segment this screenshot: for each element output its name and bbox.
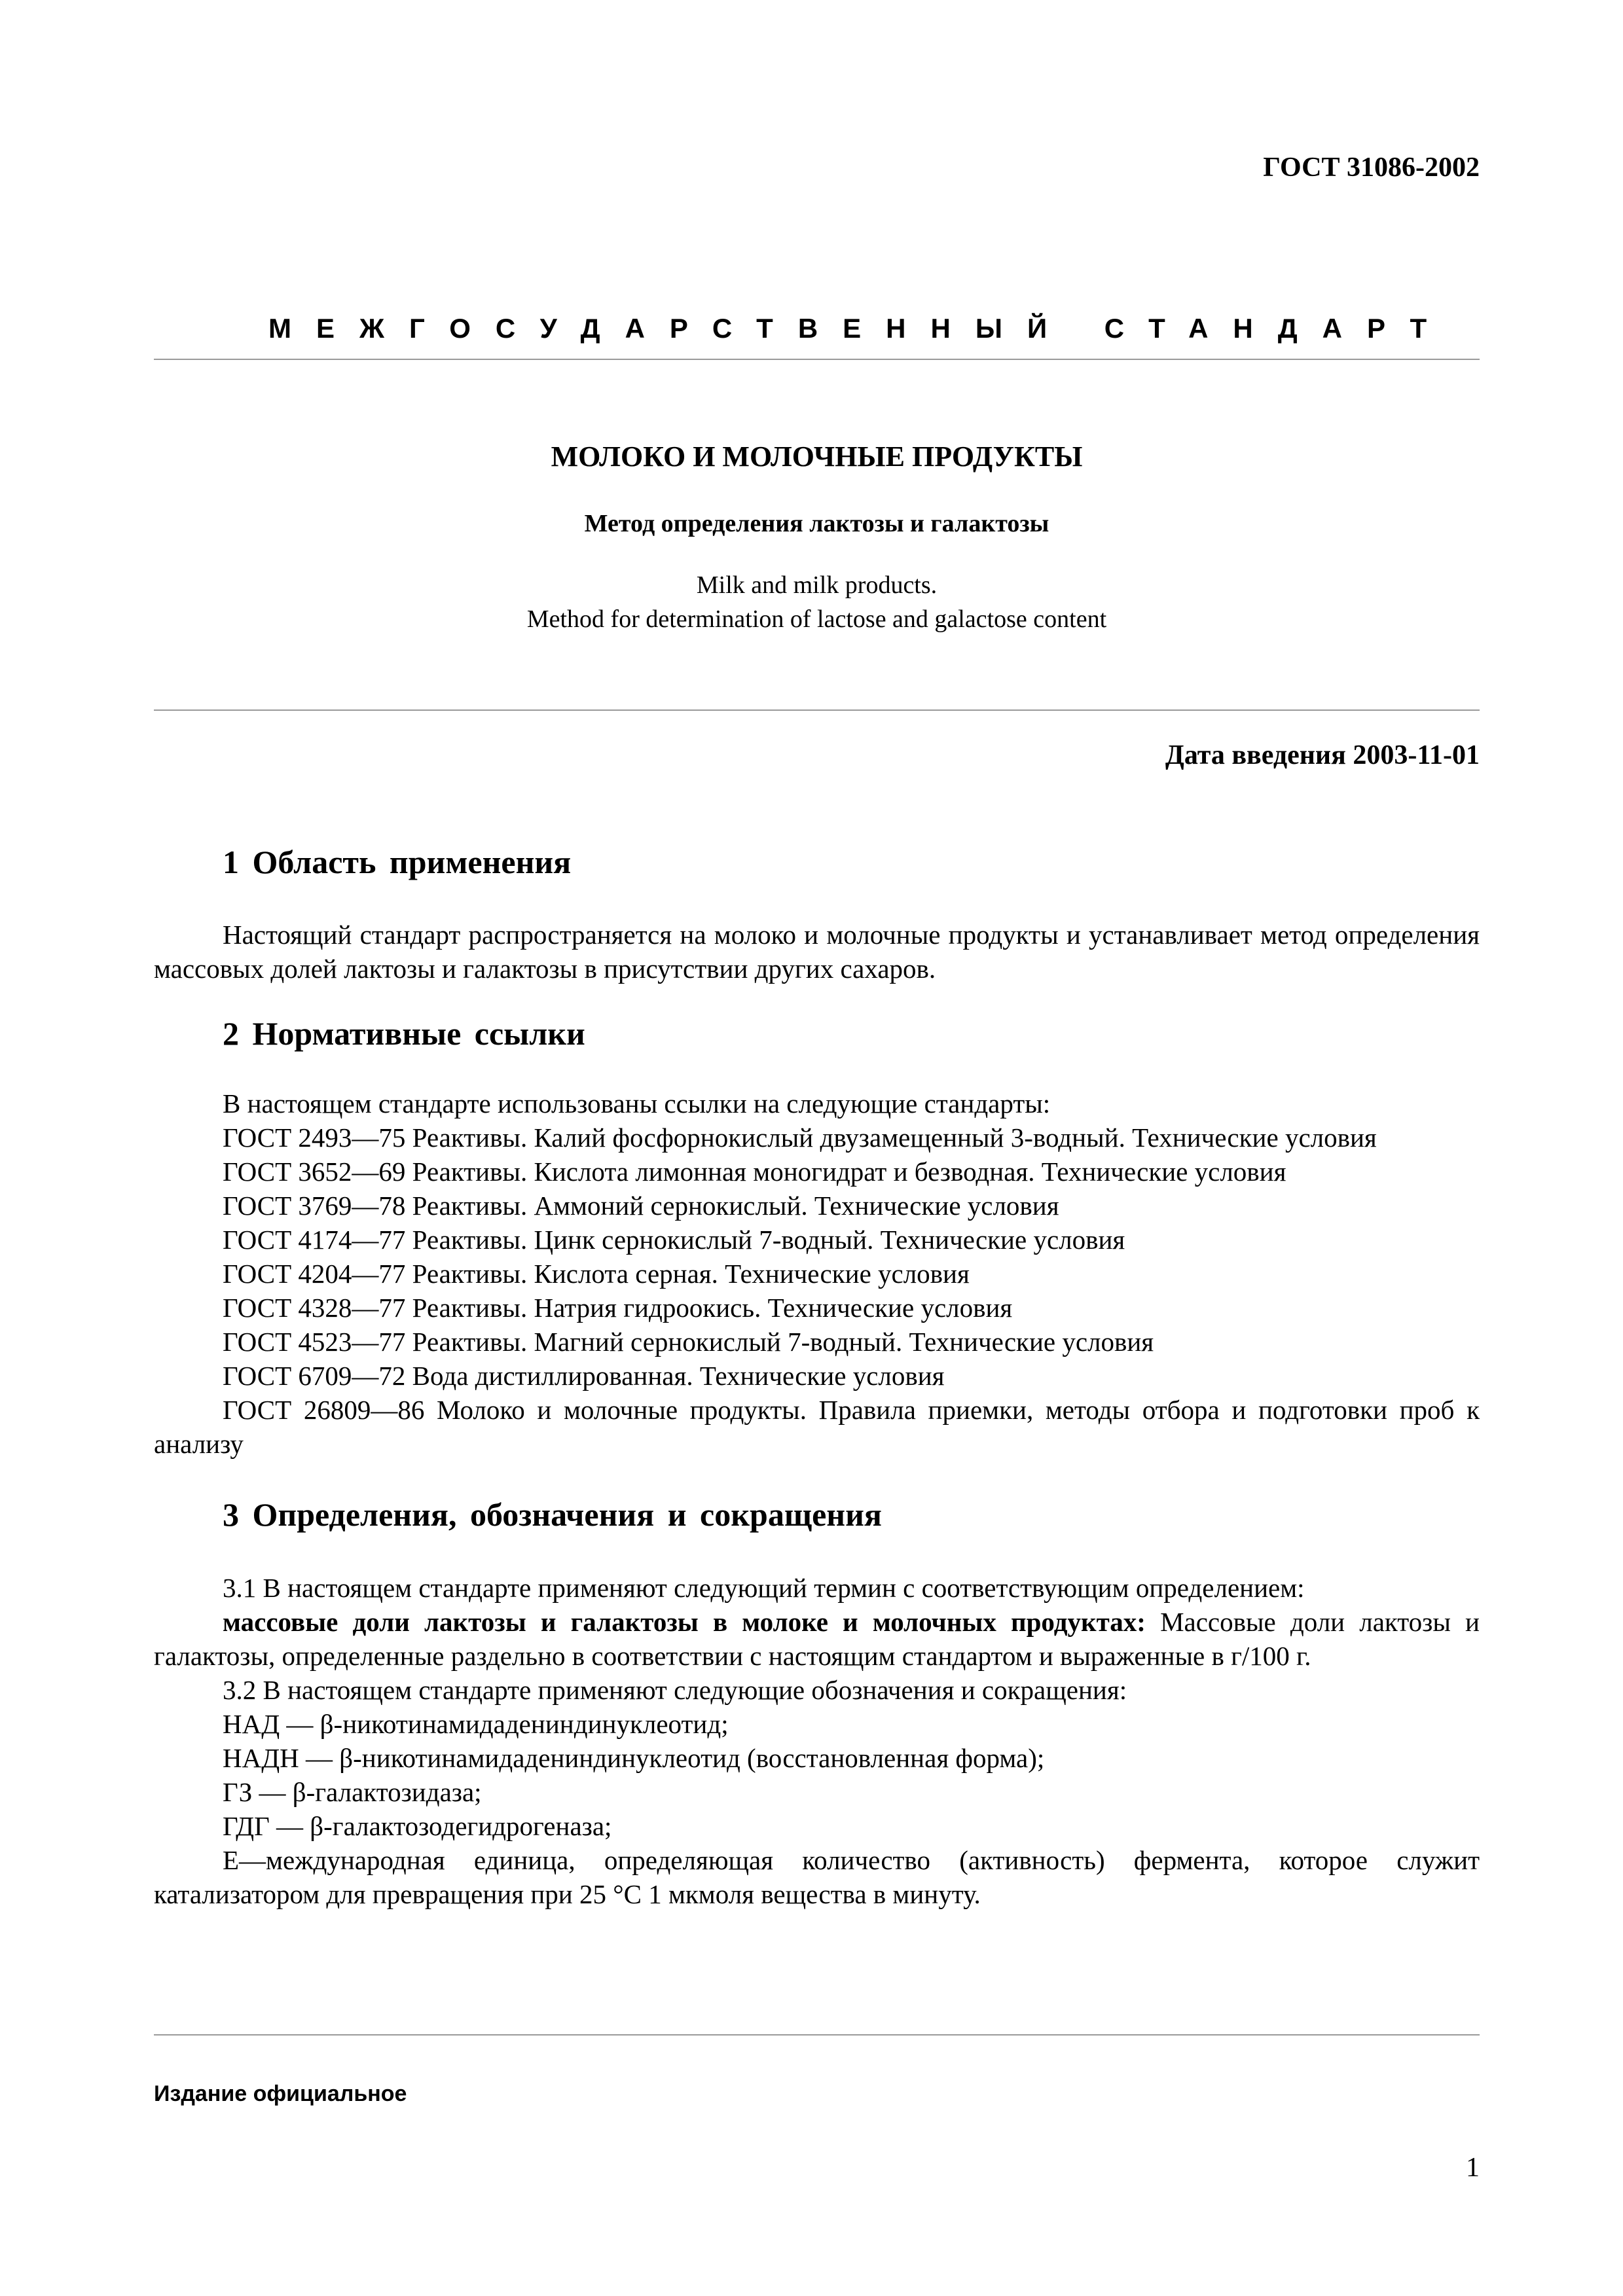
abbreviation-item: НАДН — β-никотинамидадениндинуклеотид (восстановленная форма);: [223, 1743, 1045, 1773]
reference-item: ГОСТ 4328—77 Реактивы. Натрия гидроокись. Технические условия: [223, 1293, 1013, 1323]
reference-item: ГОСТ 3652—69 Реактивы. Кислота лимонная моногидрат и безводная. Технические условия: [223, 1157, 1286, 1187]
abbreviation-item: ГЗ — β-галактозидаза;: [223, 1777, 482, 1807]
abbreviation-item: Е—международная единица, определяющая количество (активность) фермента, которое служит катализатором для превращения при 25 °С 1 мкмоля вещества в минуту.: [154, 1845, 1480, 1909]
title-divider: [154, 709, 1480, 711]
reference-item: ГОСТ 26809—86 Молоко и молочные продукты. Правила приемки, методы отбора и подготовки проб к анализу: [154, 1395, 1480, 1459]
introduction-date: Дата введения 2003-11-01: [1165, 740, 1480, 770]
reference-item: ГОСТ 3769—78 Реактивы. Аммоний сернокислый. Технические условия: [223, 1191, 1059, 1221]
section-3-heading: 3 Определения, обозначения и сокращения: [223, 1496, 882, 1533]
english-title-line-2: Method for determination of lactose and galactose content: [526, 605, 1107, 633]
section-3-body: [154, 1571, 1480, 1911]
official-edition-label: Издание официальное: [154, 2081, 407, 2106]
header-divider: [154, 359, 1480, 360]
clause-3-1: 3.1 В настоящем стандарте применяют следующий термин с соответствующим определением:: [223, 1573, 1305, 1603]
section-1-heading: 1 Область применения: [223, 844, 572, 880]
term-definition: [154, 1605, 1480, 1673]
section-2-heading: 2 Нормативные ссылки: [223, 1015, 585, 1052]
reference-item: ГОСТ 2493—75 Реактивы. Калий фосфорнокислый двузамещенный 3-водный. Технические условия: [223, 1122, 1377, 1153]
term-definition-text: Массовые доли лактозы и галактозы, определенные раздельно в соответствии с настоящим стандартом и выраженные в г/100 г.: [154, 1607, 1480, 1671]
reference-item: ГОСТ 6709—72 Вода дистиллированная. Технические условия: [223, 1361, 945, 1391]
section-1-text: Настоящий стандарт распространяется на молоко и молочные продукты и устанавливает метод определения массовых долей лактозы и галактозы в присутствии других сахаров.: [154, 920, 1480, 984]
clause-3-2: 3.2 В настоящем стандарте применяют следующие обозначения и сокращения:: [223, 1675, 1127, 1705]
document-subtitle: Метод определения лактозы и галактозы: [584, 510, 1049, 537]
reference-item: ГОСТ 4174—77 Реактивы. Цинк сернокислый 7-водный. Технические условия: [223, 1225, 1125, 1255]
reference-item: ГОСТ 4523—77 Реактивы. Магний сернокислый 7-водный. Технические условия: [223, 1327, 1154, 1357]
gost-number: ГОСТ 31086-2002: [1263, 152, 1480, 183]
english-title: [154, 568, 1480, 636]
abbreviation-item: НАД — β-никотинамидадениндинуклеотид;: [223, 1709, 729, 1739]
english-title-line-1: Milk and milk products.: [696, 571, 938, 599]
page-number: 1: [1466, 2153, 1480, 2183]
abbreviation-item: ГДГ — β-галактозодегидрогеназа;: [223, 1811, 612, 1841]
term: массовые доли лактозы и галактозы в молоке и молочных продуктах:: [223, 1607, 1146, 1637]
section-1-body: [154, 918, 1480, 986]
reference-item: ГОСТ 4204—77 Реактивы. Кислота серная. Технические условия: [223, 1259, 970, 1289]
footer-divider: [154, 2034, 1480, 2036]
document-title: МОЛОКО И МОЛОЧНЫЕ ПРОДУКТЫ: [551, 440, 1083, 473]
interstate-standard-label: МЕЖГОСУДАРСТВЕННЫЙ СТАНДАРТ: [268, 313, 1452, 344]
section-2-body: [154, 1086, 1480, 1461]
section-2-intro: В настоящем стандарте использованы ссылки на следующие стандарты:: [223, 1088, 1051, 1119]
